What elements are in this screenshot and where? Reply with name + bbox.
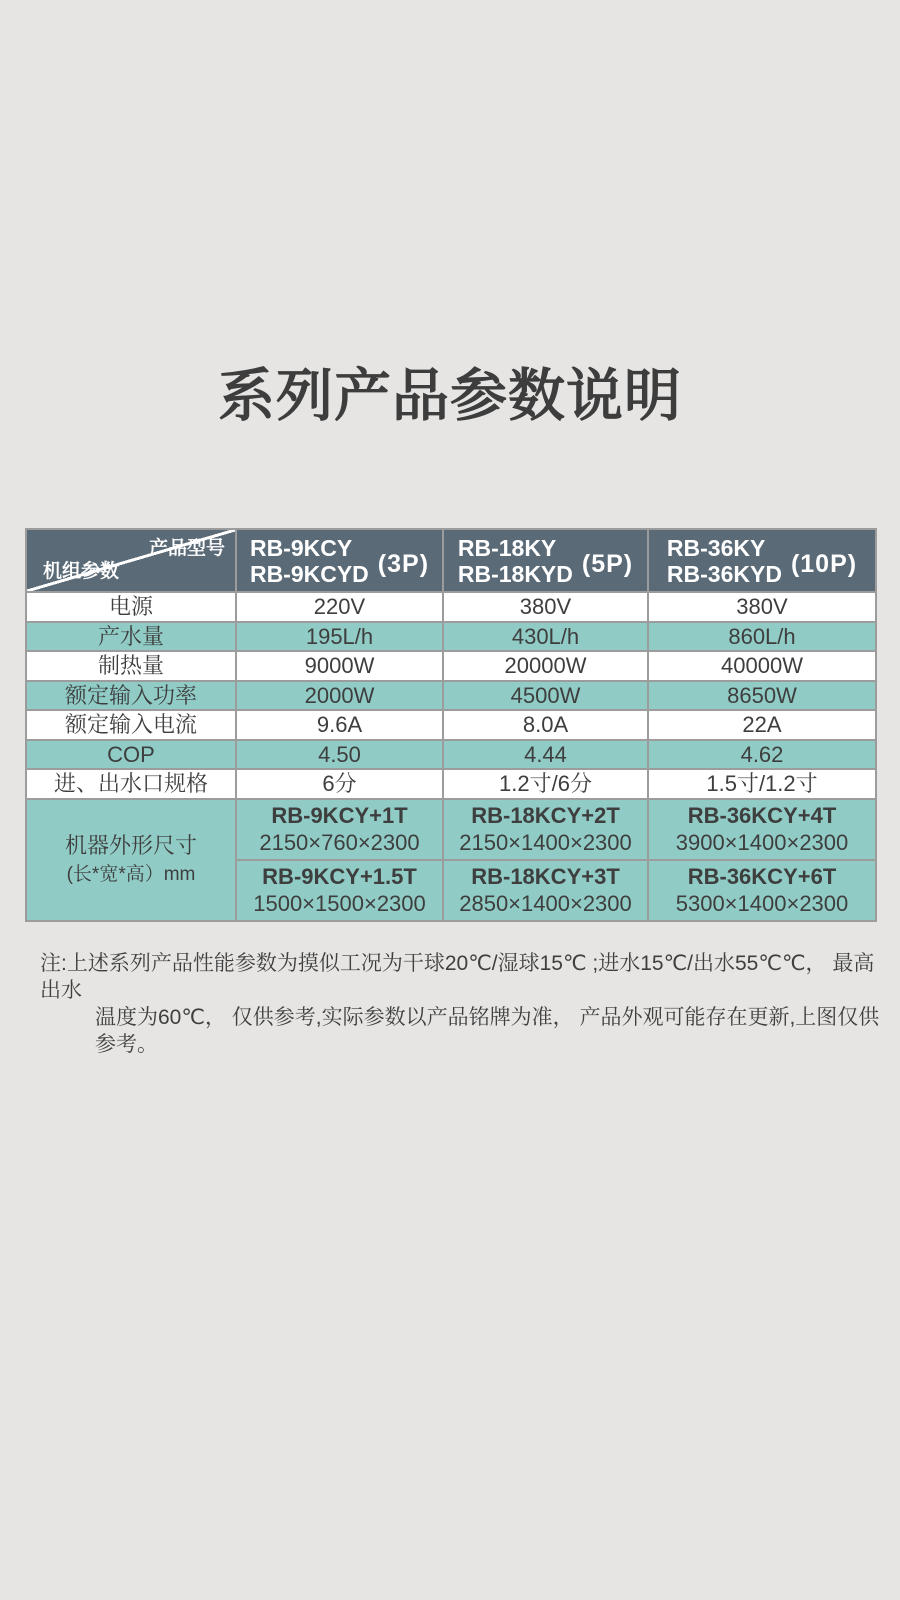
capacity-badge: (5P) [581,549,634,578]
spec-row-pipe-size [26,769,876,799]
dimensions-label-cell [26,799,236,921]
dimension-cell [648,860,876,921]
dimension-model: RB-36KCY+6T [687,863,837,889]
spec-value-cell: 22A [648,710,876,740]
spec-row-label: 制热量 [26,651,236,681]
spec-value-cell: 8650W [648,681,876,711]
spec-value-cell: 1.2寸/6分 [443,769,648,799]
spec-value-cell: 9000W [236,651,443,681]
model-name: RB-36KYD [666,560,782,587]
model-name: RB-9KCY [249,534,353,561]
spec-table [25,528,877,922]
spec-row-label: 额定输入功率 [26,681,236,711]
dimension-cell [236,860,443,921]
spec-value-cell: 380V [648,592,876,622]
spec-value-cell: 220V [236,592,443,622]
spec-value-cell: 20000W [443,651,648,681]
dimension-cell [648,799,876,860]
corner-label-unit-params: 机组参数 [43,561,120,583]
header-cell-model-3 [648,529,876,592]
dimension-size: 3900×1400×2300 [675,830,849,855]
capacity-badge: (3P) [377,549,430,578]
spec-row-rated-input-current [26,710,876,740]
dimensions-sub-row-1 [26,799,876,860]
corner-label-product-model: 产品型号 [148,538,225,559]
footnote [25,950,885,1058]
dimension-model: RB-18KCY+2T [471,802,620,828]
spec-row-cop [26,740,876,770]
spec-value-cell: 1.5寸/1.2寸 [648,769,876,799]
spec-row-label: 进、出水口规格 [26,769,236,799]
spec-row-label: COP [26,740,236,770]
dimension-cell [236,799,443,860]
dimension-size: 2150×760×2300 [259,830,420,855]
spec-value-cell: 860L/h [648,622,876,652]
spec-row-label: 电源 [26,592,236,622]
model-name: RB-36KY [666,534,766,561]
spec-value-cell: 430L/h [443,622,648,652]
dimension-size: 1500×1500×2300 [253,891,426,916]
spec-value-cell: 8.0A [443,710,648,740]
footnote-line-1: 注:上述系列产品性能参数为摸似工况为干球20℃/湿球15℃ ;进水15℃/出水55℃℃， 最高出水 [40,952,875,1002]
spec-value-cell: 40000W [648,651,876,681]
dimensions-unit-label: (长*宽*高）mm [66,864,196,886]
spec-row-water-yield [26,622,876,652]
spec-value-cell: 9.6A [236,710,443,740]
spec-row-power [26,592,876,622]
header-cell-model-1 [236,529,443,592]
dimension-size: 2150×1400×2300 [459,830,632,855]
dimension-size: 5300×1400×2300 [675,891,849,916]
page-title: 系列产品参数说明 [218,364,682,428]
spec-row-rated-input-power [26,681,876,711]
spec-value-cell: 4.44 [443,740,648,770]
header-cell-model-2 [443,529,648,592]
dimension-cell [443,799,648,860]
dimensions-label: 机器外形尺寸 [64,832,197,858]
model-name: RB-18KYD [457,560,573,587]
dimension-size: 2850×1400×2300 [459,891,632,916]
dimension-cell [443,860,648,921]
dimension-model: RB-18KCY+3T [471,863,620,889]
dimension-model: RB-36KCY+4T [687,802,837,828]
model-name: RB-9KCYD [249,560,369,587]
footnote-line-2: 温度为60℃， 仅供参考,实际参数以产品铭牌为准， 产品外观可能存在更新,上图仅供参考。 [95,1006,880,1056]
table-header-row [26,529,876,592]
spec-value-cell: 4500W [443,681,648,711]
dimension-model: RB-9KCY+1T [271,802,408,828]
spec-value-cell: 2000W [236,681,443,711]
spec-row-heating-capacity [26,651,876,681]
dimension-model: RB-9KCY+1.5T [262,863,417,889]
spec-value-cell: 4.50 [236,740,443,770]
spec-value-cell: 380V [443,592,648,622]
corner-cell [26,529,236,592]
capacity-badge: (10P) [790,549,858,578]
spec-row-label: 产水量 [26,622,236,652]
spec-value-cell: 195L/h [236,622,443,652]
spec-row-label: 额定输入电流 [26,710,236,740]
model-name: RB-18KY [457,534,557,561]
spec-value-cell: 4.62 [648,740,876,770]
spec-value-cell: 6分 [236,769,443,799]
